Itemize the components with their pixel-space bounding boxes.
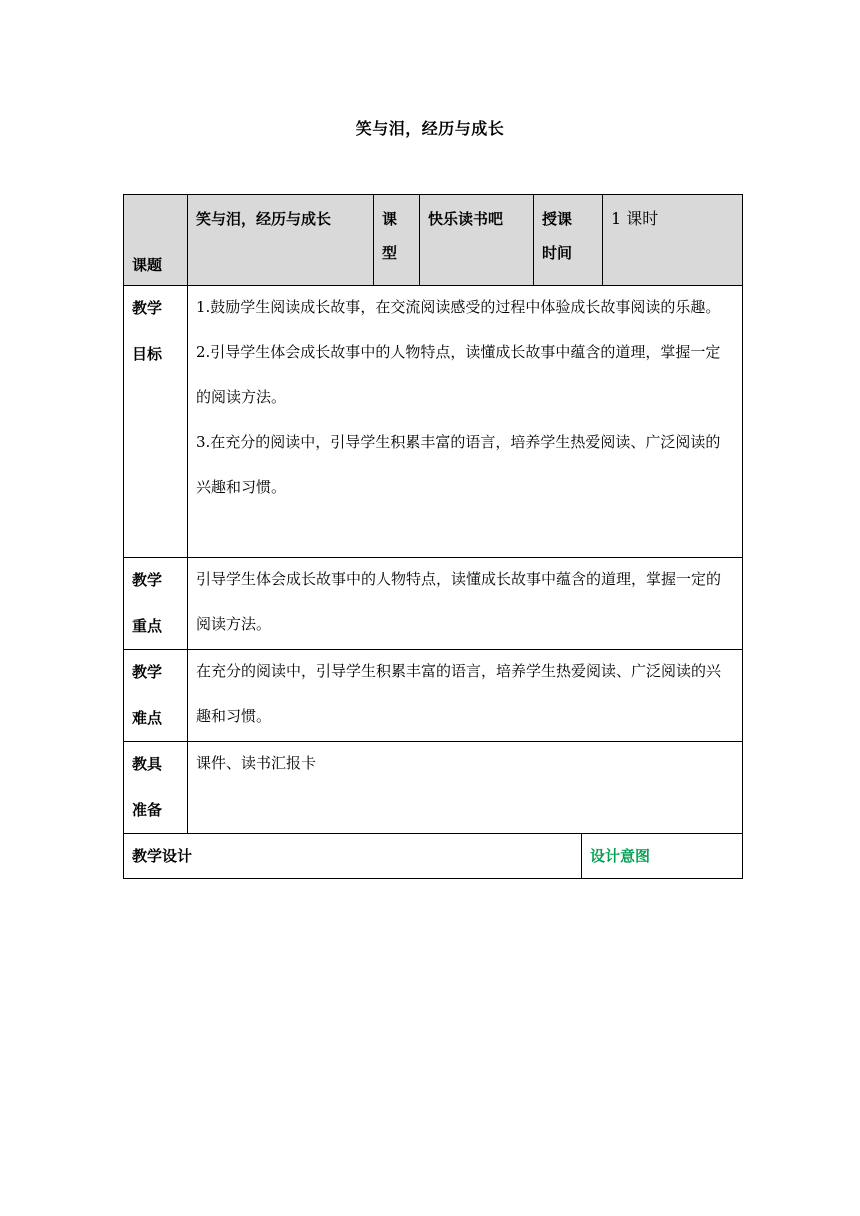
design-left-label: 教学设计 — [132, 847, 193, 865]
time-label-cell — [534, 195, 603, 286]
materials-label-2: 准备 — [132, 801, 163, 819]
goals-label-cell — [124, 286, 188, 558]
topic-label: 课题 — [132, 256, 163, 274]
type-label-1: 课 — [382, 210, 398, 228]
time-value: 1 课时 — [611, 209, 659, 228]
page-title: 笑与泪，经历与成长 — [355, 119, 505, 138]
difficulties-label-cell — [124, 650, 188, 742]
goal-item-1: 1.鼓励学生阅读成长故事，在交流阅读感受的过程中体验成长故事阅读的乐趣。 — [196, 298, 721, 316]
type-label-cell — [374, 195, 420, 286]
design-right-cell — [582, 834, 743, 879]
key-points-label-1: 教学 — [132, 571, 163, 589]
key-points-label-cell — [124, 558, 188, 650]
topic-value: 笑与泪，经历与成长 — [196, 210, 332, 228]
difficulties-label-1: 教学 — [132, 663, 163, 681]
goals-content-cell — [188, 286, 743, 558]
key-points-text: 引导学生体会成长故事中的人物特点，读懂成长故事中蕴含的道理，掌握一定的阅读方法。 — [196, 570, 722, 633]
lesson-plan-table — [123, 194, 743, 879]
goal-item-2: 2.引导学生体会成长故事中的人物特点，读懂成长故事中蕴含的道理，掌握一定的阅读方法。 — [196, 343, 721, 406]
difficulties-label-2: 难点 — [132, 709, 163, 727]
header-row — [124, 195, 743, 286]
materials-text: 课件、读书汇报卡 — [196, 754, 317, 772]
type-label-2: 型 — [382, 244, 398, 262]
goals-label-2: 目标 — [132, 345, 163, 363]
difficulties-text: 在充分的阅读中，引导学生积累丰富的语言，培养学生热爱阅读、广泛阅读的兴趣和习惯。 — [196, 662, 722, 725]
difficulties-content-cell — [188, 650, 743, 742]
materials-label-cell — [124, 742, 188, 834]
time-label-1: 授课 — [542, 210, 573, 228]
goal-item-3: 3.在充分的阅读中，引导学生积累丰富的语言，培养学生热爱阅读、广泛阅读的兴趣和习惯。 — [196, 433, 721, 496]
key-points-label-2: 重点 — [132, 617, 163, 635]
design-row — [124, 834, 743, 879]
difficulties-row — [124, 650, 743, 742]
design-left-cell — [124, 834, 582, 879]
time-label-2: 时间 — [542, 244, 573, 262]
type-value: 快乐读书吧 — [428, 210, 504, 228]
materials-label-1: 教具 — [132, 755, 163, 773]
materials-row — [124, 742, 743, 834]
time-value-cell — [603, 195, 743, 286]
materials-content-cell — [188, 742, 743, 834]
topic-label-cell — [124, 195, 188, 286]
goals-row — [124, 286, 743, 558]
goals-label-1: 教学 — [132, 299, 163, 317]
key-points-row — [124, 558, 743, 650]
topic-value-cell — [188, 195, 374, 286]
design-intent-label: 设计意图 — [590, 847, 651, 865]
type-value-cell — [420, 195, 534, 286]
key-points-content-cell — [188, 558, 743, 650]
